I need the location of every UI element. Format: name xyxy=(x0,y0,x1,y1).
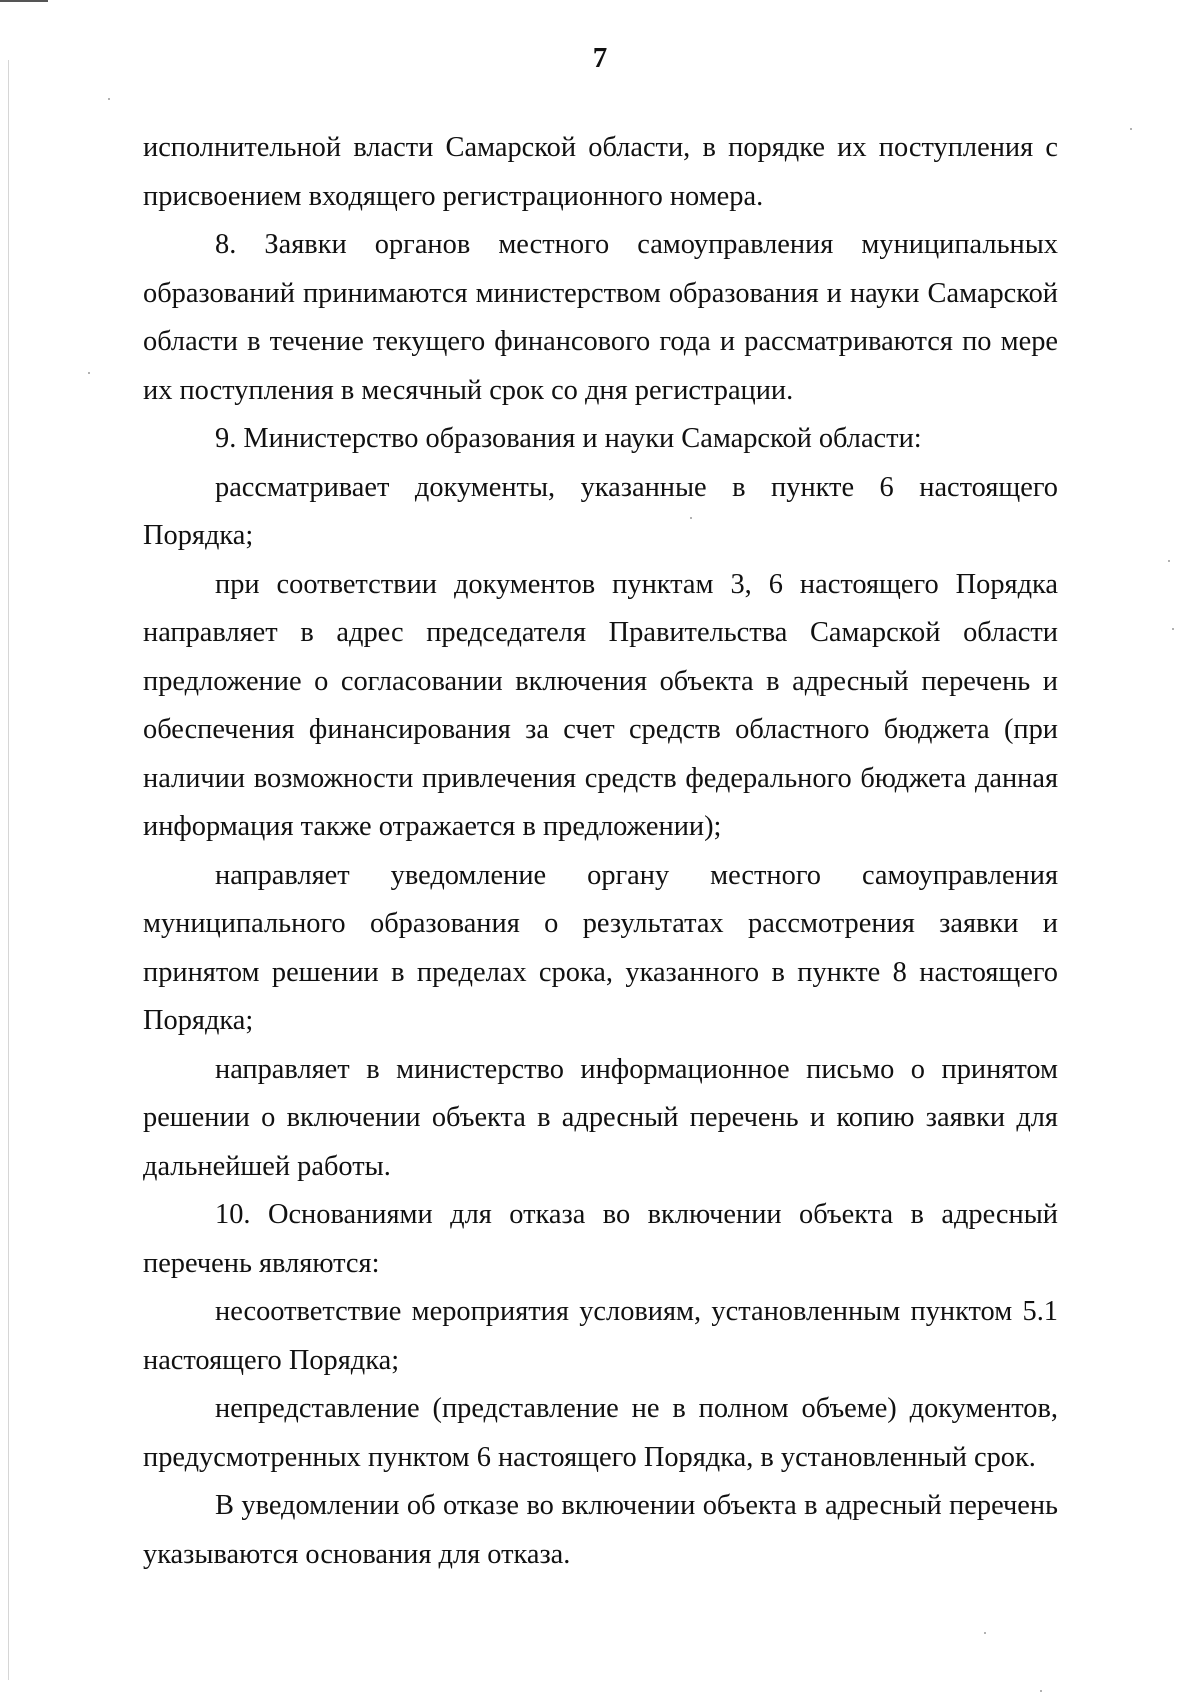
paragraph-clause-10-item-2: непредставление (представление не в полном объеме) документов, предусмотренных пунктом 6 настоящего Порядка, в установленный срок. xyxy=(143,1393,1058,1473)
paragraph-clause-9-item-1: рассматривает документы, указанные в пункте 6 настоящего Порядка; xyxy=(143,471,1058,551)
scan-speck xyxy=(88,372,90,374)
paragraph-clause-10-item-1: несоответствие мероприятия условиям, установленным пунктом 5.1 настоящего Порядка; xyxy=(143,1296,1058,1376)
page-number: 7 xyxy=(592,42,608,74)
scan-speck xyxy=(1172,628,1174,630)
paragraph-clause-10: 10. Основаниями для отказа во включении объекта в адресный перечень являются: xyxy=(143,1199,1058,1279)
paragraph-clause-9-item-3: направляет уведомление органу местного самоуправления муниципального образования о результатах рассмотрения заявки и принятом решении в пределах срока, указанного в пункте 8 настоящего Порядка; xyxy=(143,859,1058,1036)
scan-speck xyxy=(984,1632,986,1634)
scan-speck xyxy=(1168,560,1170,562)
document-body xyxy=(143,124,1058,1579)
scan-speck xyxy=(1130,128,1132,130)
scan-speck xyxy=(690,517,692,519)
paragraph-clause-9: 9. Министерство образования и науки Самарской области: xyxy=(215,423,922,454)
paragraph-refusal-notice: В уведомлении об отказе во включении объекта в адресный перечень указываются основания для отказа. xyxy=(143,1490,1058,1570)
scan-speck xyxy=(108,98,110,100)
scan-speck xyxy=(1040,1690,1042,1692)
paragraph-clause-9-item-4: направляет в министерство информационное письмо о принятом решении о включении объекта в адресный перечень и копию заявки для дальнейшей работы. xyxy=(143,1053,1058,1182)
paragraph-clause-9-item-2: при соответствии документов пунктам 3, 6 настоящего Порядка направляет в адрес председателя Правительства Самарской области предложение о согласовании включения объекта в адресный перечень и обеспечения финансирования за счет средств областного бюджета (при наличии возможности привлечения средств федерального бюджета данная информация также отражается в предложении); xyxy=(143,568,1058,842)
paragraph-continuation: исполнительной власти Самарской области, в порядке их поступления с присвоением входящего регистрационного номера. xyxy=(143,132,1058,212)
scan-edge-line xyxy=(8,60,9,1680)
scan-edge-mark xyxy=(0,0,48,2)
paragraph-clause-8: 8. Заявки органов местного самоуправления муниципальных образований принимаются министерством образования и науки Самарской области в течение текущего финансового года и рассматриваются по мере их поступления в месячный срок со дня регистрации. xyxy=(143,229,1058,406)
